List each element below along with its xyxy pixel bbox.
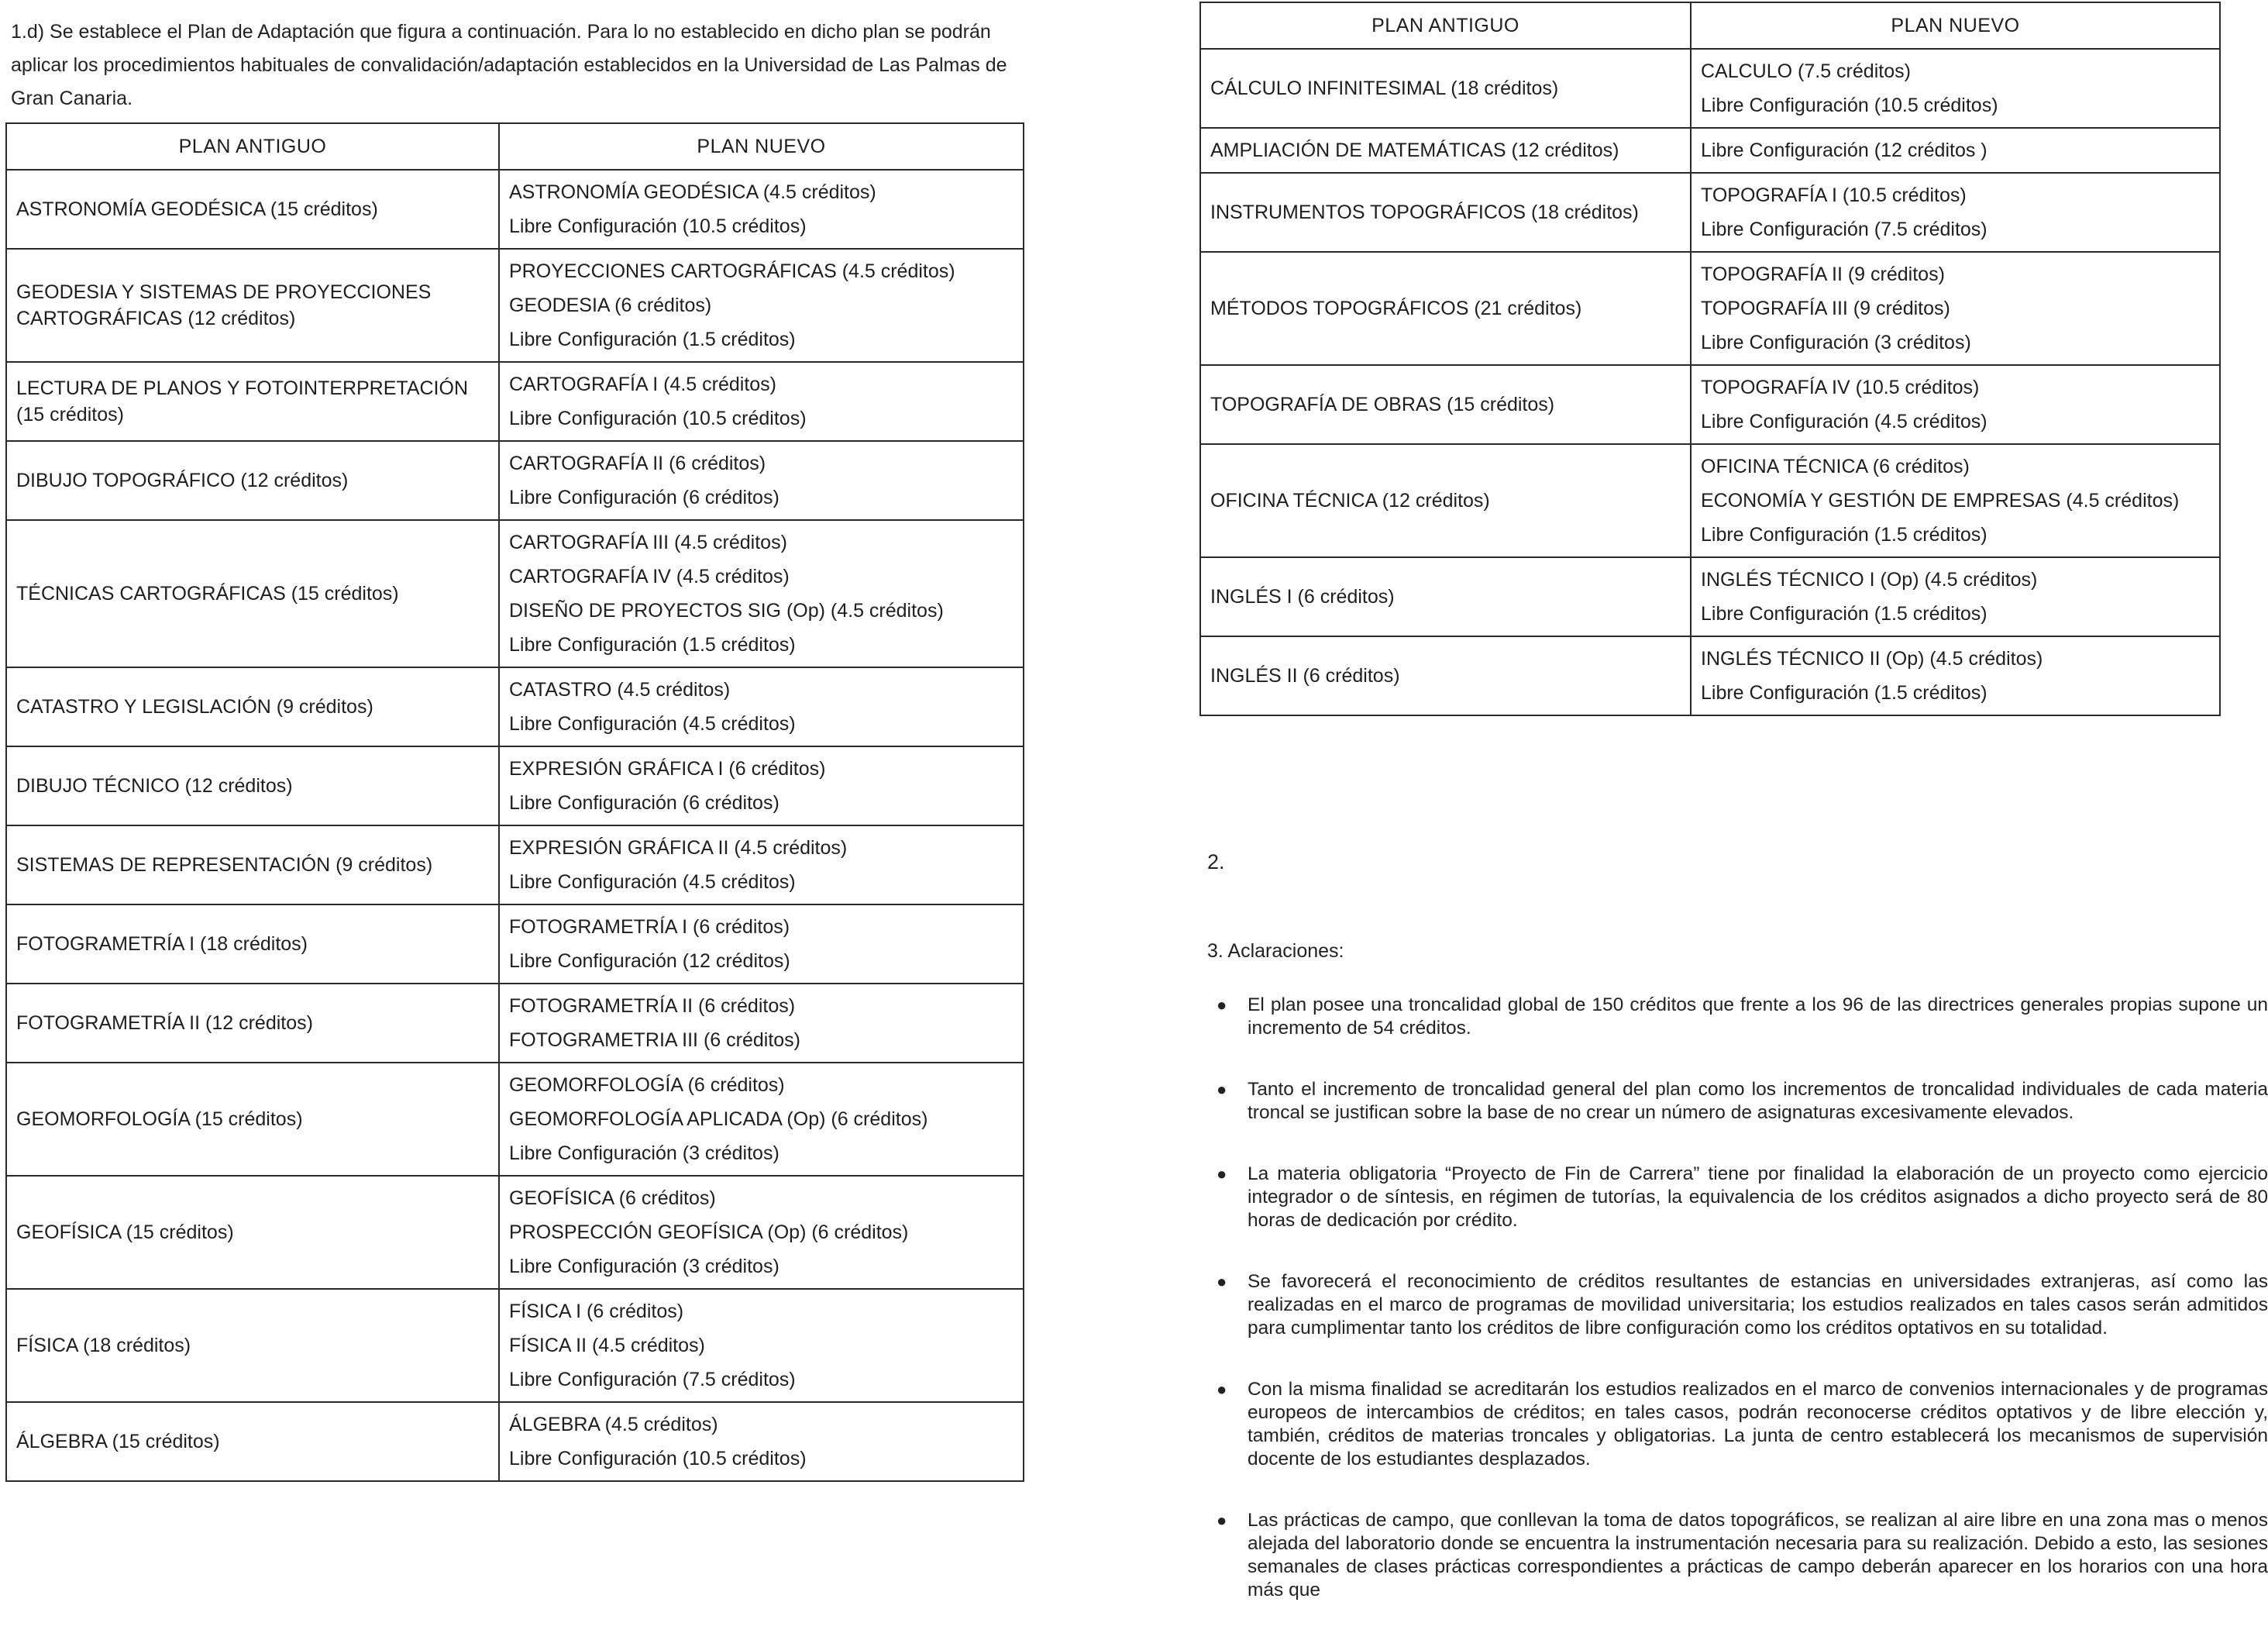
table-header-row bbox=[1200, 2, 2220, 49]
old-plan-subject: FÍSICA (18 créditos) bbox=[6, 1289, 499, 1402]
old-plan-subject: CÁLCULO INFINITESIMAL (18 créditos) bbox=[1200, 49, 1691, 128]
new-plan-subject-line: Libre Configuración (3 créditos) bbox=[509, 1256, 780, 1277]
new-plan-subjects bbox=[1691, 444, 2220, 557]
old-plan-subject: ASTRONOMÍA GEODÉSICA (15 créditos) bbox=[6, 170, 499, 249]
table-row bbox=[1200, 365, 2220, 444]
new-plan-subject-line: Libre Configuración (6 créditos) bbox=[509, 792, 780, 814]
new-plan-subject-line: CARTOGRAFÍA III (4.5 créditos) bbox=[509, 532, 787, 553]
new-plan-subjects bbox=[499, 1063, 1024, 1176]
new-plan-subjects bbox=[1691, 128, 2220, 173]
table-row bbox=[6, 441, 1024, 520]
new-plan-subject-line: ASTRONOMÍA GEODÉSICA (4.5 créditos) bbox=[509, 181, 876, 203]
new-plan-subjects bbox=[1691, 636, 2220, 715]
new-plan-subjects bbox=[499, 441, 1024, 520]
new-plan-subjects bbox=[499, 746, 1024, 825]
new-plan-subject-line: TOPOGRAFÍA IV (10.5 créditos) bbox=[1701, 377, 1980, 398]
table-row bbox=[1200, 444, 2220, 557]
old-plan-subject: CATASTRO Y LEGISLACIÓN (9 créditos) bbox=[6, 667, 499, 746]
new-plan-subjects bbox=[1691, 252, 2220, 365]
table-row bbox=[6, 1176, 1024, 1289]
new-plan-subject-line: FOTOGRAMETRIA III (6 créditos) bbox=[509, 1029, 800, 1051]
new-plan-subjects bbox=[499, 825, 1024, 904]
table-row bbox=[6, 904, 1024, 984]
header-old-plan: PLAN ANTIGUO bbox=[1200, 2, 1691, 49]
old-plan-subject: OFICINA TÉCNICA (12 créditos) bbox=[1200, 444, 1691, 557]
old-plan-subject: TOPOGRAFÍA DE OBRAS (15 créditos) bbox=[1200, 365, 1691, 444]
new-plan-subject-line: Libre Configuración (1.5 créditos) bbox=[1701, 524, 1988, 546]
new-plan-subject-line: Libre Configuración (3 créditos) bbox=[509, 1142, 780, 1164]
old-plan-subject: GEOFÍSICA (15 créditos) bbox=[6, 1176, 499, 1289]
note-item bbox=[1193, 994, 2268, 1040]
table-row bbox=[6, 984, 1024, 1063]
new-plan-subject-line: Libre Configuración (12 créditos ) bbox=[1701, 140, 1988, 161]
old-plan-subject: INGLÉS I (6 créditos) bbox=[1200, 557, 1691, 636]
note-text: Tanto el incremento de troncalidad general del plan como los incrementos de troncalidad individuales de cada materia troncal se justifican sobre la base de no crear un número de asignaturas excesivamente elevados. bbox=[1248, 1079, 2268, 1123]
new-plan-subject-line: GEOMORFOLOGÍA APLICADA (Op) (6 créditos) bbox=[509, 1108, 928, 1130]
table-row bbox=[6, 825, 1024, 904]
new-plan-subject-line: Libre Configuración (7.5 créditos) bbox=[1701, 219, 1988, 240]
header-new-plan: PLAN NUEVO bbox=[499, 123, 1024, 170]
old-plan-subject: FOTOGRAMETRÍA II (12 créditos) bbox=[6, 984, 499, 1063]
old-plan-subject: LECTURA DE PLANOS Y FOTOINTERPRETACIÓN (15 créditos) bbox=[6, 362, 499, 441]
new-plan-subject-line: CATASTRO (4.5 créditos) bbox=[509, 679, 731, 701]
old-plan-subject: TÉCNICAS CARTOGRÁFICAS (15 créditos) bbox=[6, 520, 499, 667]
new-plan-subject-line: FÍSICA II (4.5 créditos) bbox=[509, 1335, 705, 1356]
table-row bbox=[1200, 128, 2220, 173]
table-row bbox=[6, 1402, 1024, 1481]
header-old-plan: PLAN ANTIGUO bbox=[6, 123, 499, 170]
old-plan-subject: ÁLGEBRA (15 créditos) bbox=[6, 1402, 499, 1481]
note-text: La materia obligatoria “Proyecto de Fin de Carrera” tiene por finalidad la elaboración de un proyecto como ejercicio integrador o de síntesis, en régimen de tutorías, la equivalencia de los créditos asignados a dicho proyecto será de 80 horas de dedicación por crédito. bbox=[1248, 1163, 2268, 1231]
new-plan-subject-line: INGLÉS TÉCNICO I (Op) (4.5 créditos) bbox=[1701, 569, 2038, 591]
new-plan-subject-line: Libre Configuración (10.5 créditos) bbox=[1701, 95, 1998, 116]
note-item bbox=[1193, 1270, 2268, 1340]
new-plan-subject-line: Libre Configuración (1.5 créditos) bbox=[1701, 682, 1988, 704]
left-page bbox=[0, 0, 1031, 1612]
new-plan-subject-line: Libre Configuración (1.5 créditos) bbox=[1701, 603, 1988, 625]
new-plan-subject-line: Libre Configuración (4.5 créditos) bbox=[509, 871, 796, 893]
new-plan-subjects bbox=[499, 1402, 1024, 1481]
old-plan-subject: GEOMORFOLOGÍA (15 créditos) bbox=[6, 1063, 499, 1176]
new-plan-subject-line: FOTOGRAMETRÍA II (6 créditos) bbox=[509, 995, 796, 1017]
new-plan-subject-line: OFICINA TÉCNICA (6 créditos) bbox=[1701, 456, 1970, 477]
new-plan-subject-line: PROSPECCIÓN GEOFÍSICA (Op) (6 créditos) bbox=[509, 1221, 909, 1243]
table-header-row bbox=[6, 123, 1024, 170]
table-row bbox=[6, 520, 1024, 667]
table-row bbox=[6, 1289, 1024, 1402]
new-plan-subjects bbox=[499, 667, 1024, 746]
new-plan-subject-line: GEOFÍSICA (6 créditos) bbox=[509, 1187, 716, 1209]
table-row bbox=[1200, 49, 2220, 128]
note-text: Las prácticas de campo, que conllevan la toma de datos topográficos, se realizan al aire libre en una zona mas o menos alejada del laboratorio donde se encuentra la instrumentación necesaria para su realización. Debido a esto, las sesiones semanales de clases prácticas correspondientes a prácticas de campo deberán aparecer en los horarios con una hora más que bbox=[1248, 1510, 2268, 1600]
header-new-plan: PLAN NUEVO bbox=[1691, 2, 2220, 49]
table-row bbox=[6, 362, 1024, 441]
notes-list bbox=[1193, 994, 2268, 1640]
new-plan-subject-line: CARTOGRAFÍA II (6 créditos) bbox=[509, 453, 766, 474]
note-item bbox=[1193, 1509, 2268, 1602]
old-plan-subject: SISTEMAS DE REPRESENTACIÓN (9 créditos) bbox=[6, 825, 499, 904]
new-plan-subject-line: TOPOGRAFÍA I (10.5 créditos) bbox=[1701, 184, 1967, 206]
new-plan-subject-line: TOPOGRAFÍA III (9 créditos) bbox=[1701, 298, 1950, 319]
bullet-icon: ● bbox=[1217, 1164, 1227, 1183]
new-plan-subjects bbox=[499, 520, 1024, 667]
new-plan-subject-line: CARTOGRAFÍA IV (4.5 créditos) bbox=[509, 566, 790, 587]
new-plan-subject-line: Libre Configuración (4.5 créditos) bbox=[509, 713, 796, 735]
new-plan-subjects bbox=[499, 1176, 1024, 1289]
new-plan-subject-line: FOTOGRAMETRÍA I (6 créditos) bbox=[509, 916, 790, 938]
notes-heading: 3. Aclaraciones: bbox=[1207, 940, 1344, 962]
new-plan-subjects bbox=[1691, 365, 2220, 444]
table-body-left bbox=[6, 170, 1024, 1481]
new-plan-subject-line: CARTOGRAFÍA I (4.5 créditos) bbox=[509, 374, 777, 395]
new-plan-subject-line: Libre Configuración (4.5 créditos) bbox=[1701, 411, 1988, 432]
new-plan-subject-line: Libre Configuración (10.5 créditos) bbox=[509, 1448, 807, 1469]
adaptation-table-left bbox=[5, 122, 1024, 1482]
table-body-right bbox=[1200, 49, 2220, 715]
new-plan-subjects bbox=[1691, 173, 2220, 252]
bullet-icon: ● bbox=[1217, 1511, 1227, 1530]
table-row bbox=[1200, 173, 2220, 252]
bullet-icon: ● bbox=[1217, 1272, 1227, 1291]
new-plan-subjects bbox=[1691, 49, 2220, 128]
new-plan-subjects bbox=[499, 1289, 1024, 1402]
new-plan-subject-line: Libre Configuración (7.5 créditos) bbox=[509, 1369, 796, 1390]
new-plan-subject-line: EXPRESIÓN GRÁFICA II (4.5 créditos) bbox=[509, 837, 848, 859]
new-plan-subjects bbox=[499, 904, 1024, 984]
table-row bbox=[1200, 636, 2220, 715]
note-text: Con la misma finalidad se acreditarán los estudios realizados en el marco de convenios internacionales y de programas europeos de intercambios de créditos; en tales casos, podrán reconocerse créditos optativos y de libre elección y, también, créditos de materias troncales y obligatorias. La junta de centro establecerá los mecanismos de supervisión docente de los estudiantes desplazados. bbox=[1248, 1379, 2268, 1469]
new-plan-subject-line: FÍSICA I (6 créditos) bbox=[509, 1301, 684, 1322]
old-plan-subject: INGLÉS II (6 créditos) bbox=[1200, 636, 1691, 715]
new-plan-subject-line: Libre Configuración (1.5 créditos) bbox=[509, 634, 796, 656]
old-plan-subject: INSTRUMENTOS TOPOGRÁFICOS (18 créditos) bbox=[1200, 173, 1691, 252]
table-row bbox=[6, 746, 1024, 825]
note-text: El plan posee una troncalidad global de 150 créditos que frente a los 96 de las directrices generales propias supone un incremento de 54 créditos. bbox=[1248, 994, 2268, 1039]
table-row bbox=[6, 249, 1024, 362]
old-plan-subject: GEODESIA Y SISTEMAS DE PROYECCIONES CARTOGRÁFICAS (12 créditos) bbox=[6, 249, 499, 362]
new-plan-subjects bbox=[1691, 557, 2220, 636]
table-row bbox=[6, 170, 1024, 249]
new-plan-subject-line: PROYECCIONES CARTOGRÁFICAS (4.5 créditos) bbox=[509, 260, 955, 282]
new-plan-subject-line: ECONOMÍA Y GESTIÓN DE EMPRESAS (4.5 créditos) bbox=[1701, 490, 2180, 512]
table-row bbox=[6, 1063, 1024, 1176]
new-plan-subject-line: GEODESIA (6 créditos) bbox=[509, 295, 712, 316]
new-plan-subject-line: Libre Configuración (10.5 créditos) bbox=[509, 215, 807, 237]
bullet-icon: ● bbox=[1217, 995, 1227, 1015]
new-plan-subject-line: Libre Configuración (1.5 créditos) bbox=[509, 329, 796, 350]
new-plan-subject-line: INGLÉS TÉCNICO II (Op) (4.5 créditos) bbox=[1701, 648, 2043, 670]
new-plan-subjects bbox=[499, 249, 1024, 362]
new-plan-subjects bbox=[499, 170, 1024, 249]
new-plan-subject-line: DISEÑO DE PROYECTOS SIG (Op) (4.5 créditos) bbox=[509, 600, 944, 622]
intro-paragraph: 1.d) Se establece el Plan de Adaptación que figura a continuación. Para lo no establecido en dicho plan se podrán aplicar los procedimientos habituales de convalidación/adaptación establecidos en la Universidad de Las Palmas de Gran Canaria. bbox=[11, 21, 1007, 109]
old-plan-subject: AMPLIACIÓN DE MATEMÁTICAS (12 créditos) bbox=[1200, 128, 1691, 173]
new-plan-subject-line: Libre Configuración (6 créditos) bbox=[509, 487, 780, 508]
section-number: 2. bbox=[1207, 850, 1225, 873]
new-plan-subject-line: GEOMORFOLOGÍA (6 créditos) bbox=[509, 1074, 785, 1096]
new-plan-subjects bbox=[499, 362, 1024, 441]
old-plan-subject: DIBUJO TOPOGRÁFICO (12 créditos) bbox=[6, 441, 499, 520]
new-plan-subjects bbox=[499, 984, 1024, 1063]
new-plan-subject-line: EXPRESIÓN GRÁFICA I (6 créditos) bbox=[509, 758, 826, 780]
bullet-icon: ● bbox=[1217, 1080, 1227, 1099]
new-plan-subject-line: CALCULO (7.5 créditos) bbox=[1701, 60, 1911, 82]
bullet-icon: ● bbox=[1217, 1380, 1227, 1399]
note-item bbox=[1193, 1378, 2268, 1471]
adaptation-table-right bbox=[1199, 2, 2221, 716]
old-plan-subject: DIBUJO TÉCNICO (12 créditos) bbox=[6, 746, 499, 825]
right-page bbox=[1193, 0, 2268, 1612]
new-plan-subject-line: ÁLGEBRA (4.5 créditos) bbox=[509, 1414, 718, 1435]
note-item bbox=[1193, 1078, 2268, 1125]
new-plan-subject-line: TOPOGRAFÍA II (9 créditos) bbox=[1701, 264, 1945, 285]
new-plan-subject-line: Libre Configuración (3 créditos) bbox=[1701, 332, 1971, 353]
old-plan-subject: MÉTODOS TOPOGRÁFICOS (21 créditos) bbox=[1200, 252, 1691, 365]
note-text: Se favorecerá el reconocimiento de créditos resultantes de estancias en universidades extranjeras, así como las realizadas en el marco de programas de movilidad universitaria; los estudios realizados en tales casos serán admitidos para cumplimentar tanto los créditos de libre configuración como los créditos optativos en su totalidad. bbox=[1248, 1271, 2268, 1339]
table-row bbox=[1200, 252, 2220, 365]
note-item bbox=[1193, 1163, 2268, 1232]
new-plan-subject-line: Libre Configuración (10.5 créditos) bbox=[509, 408, 807, 429]
new-plan-subject-line: Libre Configuración (12 créditos) bbox=[509, 950, 790, 972]
old-plan-subject: FOTOGRAMETRÍA I (18 créditos) bbox=[6, 904, 499, 984]
table-row bbox=[1200, 557, 2220, 636]
table-row bbox=[6, 667, 1024, 746]
